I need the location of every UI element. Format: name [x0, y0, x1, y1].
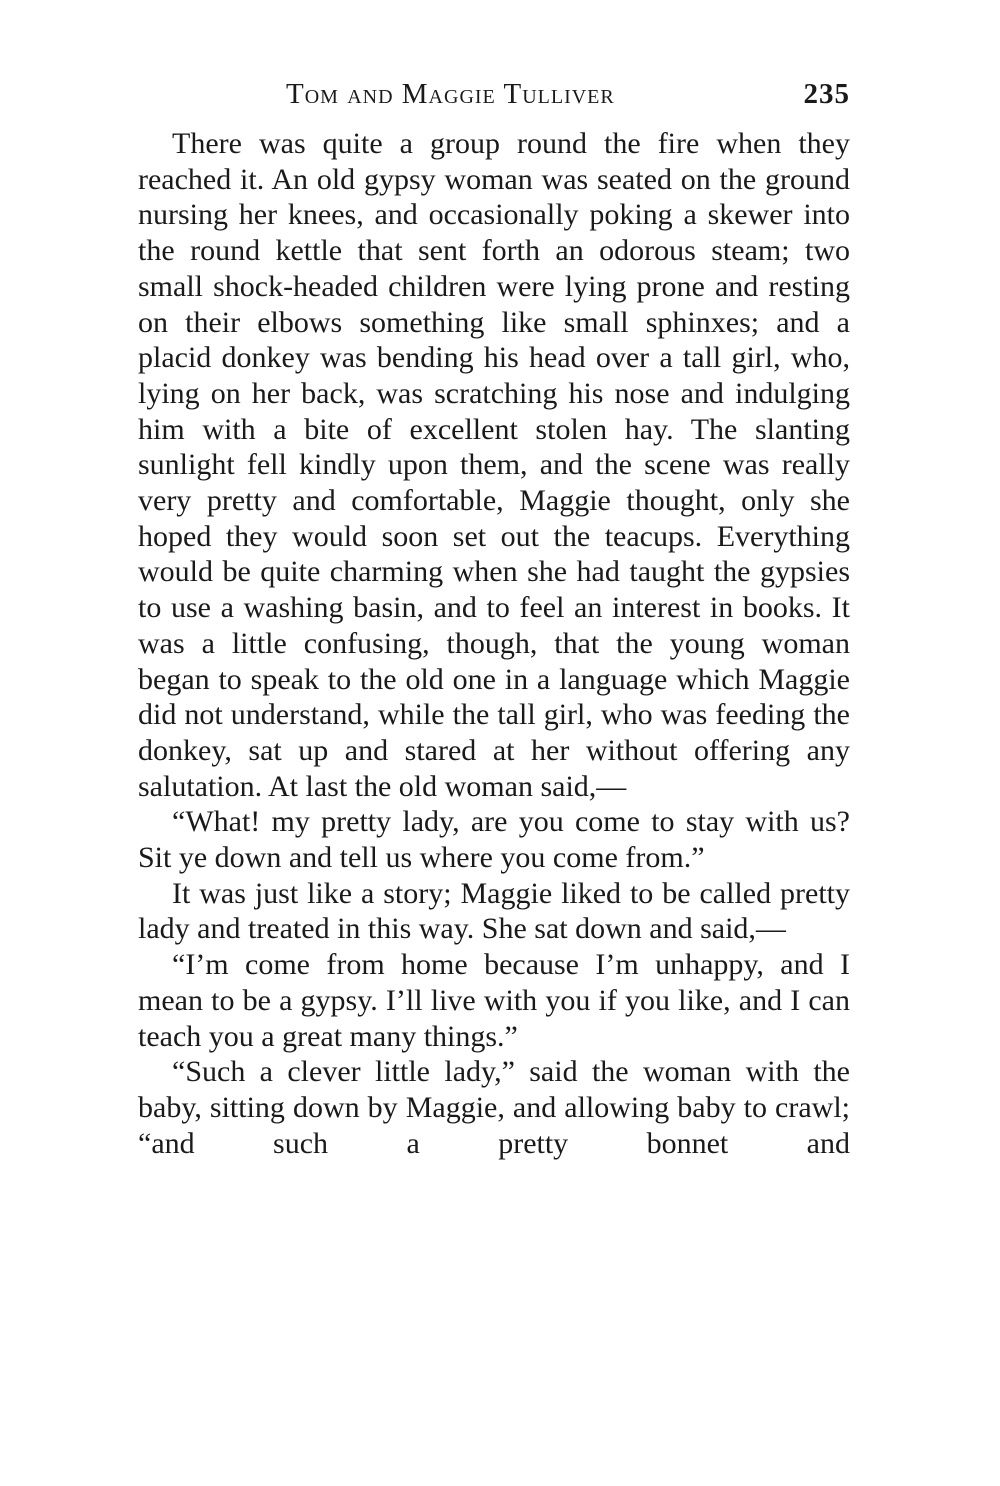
- paragraph-maggie-sits: It was just like a story; Maggie liked to be called pretty lady and treated in this way. She sat down and said,—: [138, 876, 850, 946]
- body-text: [138, 126, 850, 1161]
- paragraph-clever-lady: “Such a clever little lady,” said the woman with the baby, sitting down by Maggie, and allowing baby to crawl; “and such a pretty bonnet and: [138, 1055, 850, 1160]
- paragraph-maggie-reply: “I’m come from home because I’m unhappy, and I mean to be a gypsy. I’ll live with you if you like, and I can teach you a great many things.”: [138, 948, 850, 1053]
- page-number: 235: [803, 78, 850, 110]
- running-title: Tom and Maggie Tulliver: [286, 78, 615, 110]
- paragraph-group-scene: There was quite a group round the fire when they reached it. An old gypsy woman was seated on the ground nursing her knees, and occasionally poking a skewer into the round kettle that sent forth an odorous steam; two small shock-headed children were lying prone and resting on their elbows something like small sphinxes; and a placid donkey was bending his head over a tall girl, who, lying on her back, was scratching his nose and indulging him with a bite of excellent stolen hay. The slanting sunlight fell kindly upon them, and the scene was really very pretty and comfortable, Maggie thought, only she hoped they would soon set out the teacups. Everything would be quite charming when she had taught the gypsies to use a washing basin, and to feel an interest in books. It was a little confusing, though, that the young woman began to speak to the old one in a language which Maggie did not understand, while the tall girl, who was feeding the donkey, sat up and stared at her without offering any salutation. At last the old woman said,—: [138, 127, 850, 803]
- running-head: [138, 78, 850, 118]
- paragraph-old-woman-greeting: “What! my pretty lady, are you come to stay with us? Sit ye down and tell us where you come from.”: [138, 805, 850, 875]
